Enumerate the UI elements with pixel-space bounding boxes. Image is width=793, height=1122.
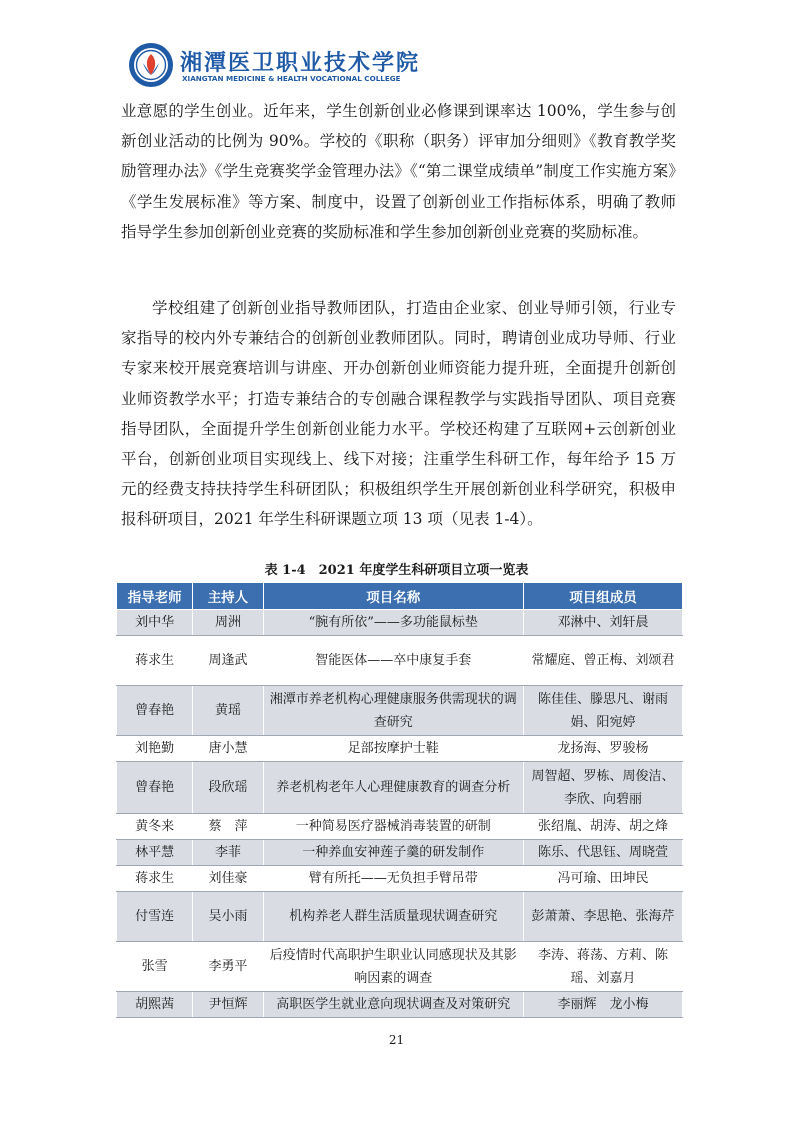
cell-host: 李勇平: [193, 942, 263, 992]
cell-project-name: 养老机构老年人心理健康教育的调查分析: [263, 762, 523, 814]
cell-members: 周智超、罗栋、周俊洁、李欣、向碧丽: [523, 762, 682, 814]
table-row: [117, 736, 683, 762]
page-number: 21: [388, 1033, 405, 1047]
cell-host: 周逢武: [193, 636, 263, 686]
cell-host: 吴小雨: [193, 892, 263, 942]
cell-advisor: 胡熙茜: [117, 992, 193, 1018]
table-row: [117, 942, 683, 992]
table-row: [117, 762, 683, 814]
cell-advisor: 刘中华: [117, 610, 193, 636]
cell-members: 彭萧萧、李思艳、张海芹: [523, 892, 682, 942]
cell-host: 唐小慧: [193, 736, 263, 762]
cell-members: 李丽辉 龙小梅: [523, 992, 682, 1018]
cell-members: 冯可瑜、田坤民: [523, 866, 682, 892]
header-host: 主持人: [193, 583, 263, 610]
cell-advisor: 曾春艳: [117, 762, 193, 814]
cell-advisor: 付雪连: [117, 892, 193, 942]
cell-host: 蔡 萍: [193, 814, 263, 840]
cell-project-name: 后疫情时代高职护生职业认同感现状及其影响因素的调查: [263, 942, 523, 992]
header-project-name: 项目名称: [263, 583, 523, 610]
school-name-english: XIANGTAN MEDICINE & HEALTH VOCATIONAL COLLEGE: [182, 74, 401, 83]
cell-project-name: 高职医学生就业意向现状调查及对策研究: [263, 992, 523, 1018]
table-caption: 表 1-4 2021 年度学生科研项目立项一览表: [264, 563, 529, 578]
table-row: [117, 686, 683, 736]
cell-host: 尹恒辉: [193, 992, 263, 1018]
cell-host: 刘佳豪: [193, 866, 263, 892]
table-row: [117, 610, 683, 636]
header-advisor: 指导老师: [117, 583, 193, 610]
school-name-chinese: 湘潭医卫职业技术学院: [180, 50, 421, 76]
cell-project-name: 足部按摩护士鞋: [263, 736, 523, 762]
table-row: [117, 992, 683, 1018]
cell-members: 龙扬海、罗骏杨: [523, 736, 682, 762]
cell-members: 常耀庭、曾正梅、刘颂君: [523, 636, 682, 686]
cell-host: 李菲: [193, 840, 263, 866]
cell-advisor: 林平慧: [117, 840, 193, 866]
cell-members: 陈乐、代思钰、周晓萱: [523, 840, 682, 866]
cell-members: 李涛、蒋荡、方莉、陈瑶、刘嘉月: [523, 942, 682, 992]
cell-members: 邓淋中、刘轩晨: [523, 610, 682, 636]
cell-advisor: 张雪: [117, 942, 193, 992]
cell-project-name: 湘潭市养老机构心理健康服务供需现状的调查研究: [263, 686, 523, 736]
cell-project-name: 一种简易医疗器械消毒装置的研制: [263, 814, 523, 840]
cell-project-name: “腕有所依”——多功能鼠标垫: [263, 610, 523, 636]
cell-project-name: 智能医体——卒中康复手套: [263, 636, 523, 686]
cell-members: 陈佳佳、滕思凡、谢雨娟、阳宛婷: [523, 686, 682, 736]
cell-host: 段欣瑶: [193, 762, 263, 814]
school-logo-icon: [128, 42, 174, 88]
cell-advisor: 蒋求生: [117, 636, 193, 686]
page-header: [128, 42, 428, 92]
table-row: [117, 814, 683, 840]
research-projects-table: [116, 582, 683, 1018]
cell-advisor: 黄冬来: [117, 814, 193, 840]
table-header-row: [117, 583, 683, 610]
table-row: [117, 636, 683, 686]
cell-members: 张绍胤、胡涛、胡之烽: [523, 814, 682, 840]
cell-advisor: 蒋求生: [117, 866, 193, 892]
header-members: 项目组成员: [523, 583, 682, 610]
table-row: [117, 892, 683, 942]
table-row: [117, 866, 683, 892]
paragraph-1: 业意愿的学生创业。近年来，学生创新创业必修课到课率达 100%，学生参与创新创业活动的比例为 90%。学校的《职称（职务）评审加分细则》《教育教学奖励管理办法》《学生竞赛奖学金管理办法》《“第二课堂成绩单”制度工作实施方案》《学生发展标准》等方案、制度中，设置了创新创业工作指标体系，明确了教师指导学生参加创新创业竞赛的奖励标准和学生参加创新创业竞赛的奖励标准。: [121, 102, 676, 241]
cell-project-name: 一种养血安神莲子羹的研发制作: [263, 840, 523, 866]
cell-advisor: 曾春艳: [117, 686, 193, 736]
cell-host: 周洲: [193, 610, 263, 636]
cell-advisor: 刘艳勤: [117, 736, 193, 762]
table-row: [117, 840, 683, 866]
cell-host: 黄瑶: [193, 686, 263, 736]
cell-project-name: 机构养老人群生活质量现状调查研究: [263, 892, 523, 942]
paragraph-2: 学校组建了创新创业指导教师团队，打造由企业家、创业导师引领，行业专家指导的校内外专兼结合的创新创业教师团队。同时，聘请创业成功导师、行业专家来校开展竞赛培训与讲座、开办创新创业师资能力提升班，全面提升创新创业师资教学水平；打造专兼结合的专创融合课程教学与实践指导团队、项目竞赛指导团队，全面提升学生创新创业能力水平。学校还构建了互联网+云创新创业平台，创新创业项目实现线上、线下对接；注重学生科研工作，每年给予 15 万元的经费支持扶持学生科研团队；积极组织学生开展创新创业科学研究，积极申报科研项目，2021 年学生科研课题立项 13 项（见表 1-4）。: [121, 299, 676, 529]
cell-project-name: 臂有所托——无负担手臂吊带: [263, 866, 523, 892]
